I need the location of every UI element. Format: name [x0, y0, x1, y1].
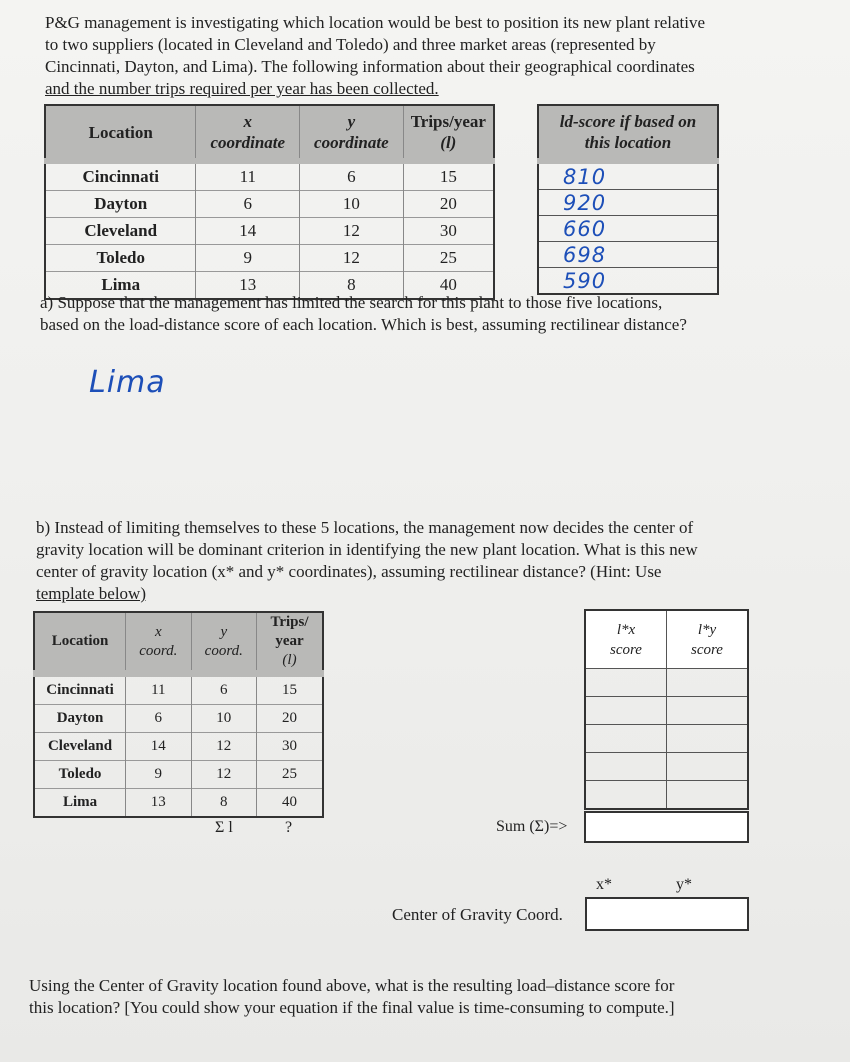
final-question-line: Using the Center of Gravity location found above, what is the resulting load–distance score for: [29, 976, 675, 995]
header-ly-top: l*y: [697, 621, 717, 638]
location-cell: Dayton: [34, 705, 126, 733]
sum-l-value: ?: [285, 819, 293, 836]
location-cell: Cleveland: [45, 218, 196, 245]
header-lx-top: l*x: [616, 621, 636, 638]
location-cell: Dayton: [45, 191, 196, 218]
question-b: [36, 517, 698, 605]
x-cell: 6: [126, 705, 191, 733]
intro-line: to two suppliers (located in Cleveland and Toledo) and three market areas (represented by: [45, 35, 656, 54]
header-x-coordinate: [196, 105, 300, 161]
x-cell: 9: [196, 245, 300, 272]
final-question: [29, 975, 675, 1019]
y-cell: 8: [191, 789, 256, 818]
header-x-top: x: [243, 112, 253, 131]
cog-x-label: x*: [596, 876, 612, 893]
trips-cell: 15: [403, 161, 494, 191]
x-cell: 14: [126, 733, 191, 761]
header-trips-l2: year: [275, 633, 304, 649]
handwritten-answer-a: Lima: [89, 365, 166, 400]
header-y-top: y: [347, 112, 356, 131]
sum-label: Sum (Σ)=>: [496, 818, 568, 835]
header-trips-bottom: (l): [440, 133, 457, 152]
question-a-line: a) Suppose that the management has limited the search for this plant to those five locations,: [40, 293, 663, 312]
cog-y-box[interactable]: [667, 897, 749, 931]
header-ly-score: [667, 610, 749, 669]
lx-cell[interactable]: [585, 753, 667, 781]
lx-cell[interactable]: [585, 697, 667, 725]
location-data-table: [44, 104, 495, 300]
y-cell: 10: [191, 705, 256, 733]
y-cell: 12: [191, 733, 256, 761]
ld-score-value: 660: [538, 216, 718, 242]
header-ly-bottom: score: [691, 641, 723, 658]
header-x-top: x: [154, 623, 162, 640]
header-y-top: y: [220, 623, 228, 640]
ld-score-header: [538, 105, 718, 161]
header-location: Location: [34, 612, 126, 674]
intro-line: P&G management is investigating which location would be best to position its new plant relative: [45, 13, 706, 32]
ld-score-value: 698: [538, 242, 718, 268]
trips-cell: 20: [403, 191, 494, 218]
x-cell: 11: [196, 161, 300, 191]
table-row: [45, 218, 494, 245]
y-cell: 10: [300, 191, 404, 218]
header-y-bottom: coordinate: [314, 133, 389, 152]
header-x-bottom: coord.: [139, 642, 178, 659]
x-cell: 14: [196, 218, 300, 245]
x-cell: 9: [126, 761, 191, 789]
ld-score-table: [537, 104, 719, 295]
table-row: [45, 161, 494, 191]
question-b-line: center of gravity location (x* and y* coordinates), assuming rectilinear distance? (Hint: Use: [36, 562, 662, 581]
location-cell: Cincinnati: [45, 161, 196, 191]
header-lx-score: [585, 610, 667, 669]
table-row: [45, 245, 494, 272]
header-y-bottom: coord.: [204, 642, 243, 659]
ly-cell[interactable]: [667, 669, 749, 697]
intro-paragraph: [45, 12, 705, 100]
header-x-coord: [126, 612, 191, 674]
question-b-line: template below): [36, 584, 146, 603]
ld-score-header-top: ld-score if based on: [559, 112, 697, 131]
trips-cell: 25: [257, 761, 323, 789]
table-row: [34, 761, 323, 789]
y-cell: 12: [300, 218, 404, 245]
table-row: [34, 789, 323, 818]
x-cell: 13: [126, 789, 191, 818]
question-a: [40, 292, 687, 336]
trips-cell: 15: [257, 674, 323, 705]
header-trips-l3: (l): [282, 652, 297, 668]
table-row: [34, 733, 323, 761]
y-cell: 6: [191, 674, 256, 705]
trips-cell: 25: [403, 245, 494, 272]
x-cell: 6: [196, 191, 300, 218]
header-trips-l1: Trips/: [270, 614, 309, 630]
table-row: [34, 705, 323, 733]
header-y-coordinate: [300, 105, 404, 161]
header-lx-bottom: score: [610, 641, 642, 658]
location-cell: Cleveland: [34, 733, 126, 761]
intro-line: and the number trips required per year has been collected.: [45, 79, 439, 98]
ld-score-value: 810: [538, 161, 718, 190]
lx-cell[interactable]: [585, 725, 667, 753]
trips-cell: 40: [257, 789, 323, 818]
location-cell: Lima: [34, 789, 126, 818]
ly-cell[interactable]: [667, 781, 749, 810]
location-cell: Toledo: [34, 761, 126, 789]
ly-cell[interactable]: [667, 753, 749, 781]
location-cell: Toledo: [45, 245, 196, 272]
ld-score-header-bottom: this location: [584, 133, 672, 152]
question-a-line: based on the load-distance score of each location. Which is best, assuming rectilinear distance?: [40, 315, 687, 334]
header-x-bottom: coordinate: [210, 133, 286, 152]
ly-cell[interactable]: [667, 725, 749, 753]
x-cell: 13: [196, 272, 300, 300]
sum-box[interactable]: [584, 811, 749, 843]
cog-y-label: y*: [676, 876, 692, 893]
cog-x-box[interactable]: [585, 897, 669, 931]
ld-score-value: 920: [538, 190, 718, 216]
intro-line: Cincinnati, Dayton, and Lima). The following information about their geographical coordinates: [45, 57, 695, 76]
header-trips: [257, 612, 323, 674]
lx-cell[interactable]: [585, 669, 667, 697]
location-cell: Cincinnati: [34, 674, 126, 705]
header-trips: [403, 105, 494, 161]
trips-cell: 20: [257, 705, 323, 733]
header-y-coord: [191, 612, 256, 674]
table-row: [45, 191, 494, 218]
lx-ly-score-table: [584, 609, 749, 810]
final-question-line: this location? [You could show your equation if the final value is time-consuming to compute.]: [29, 998, 675, 1017]
lx-cell[interactable]: [585, 781, 667, 810]
y-cell: 12: [300, 245, 404, 272]
cog-label: Center of Gravity Coord.: [392, 905, 563, 924]
trips-cell: 40: [403, 272, 494, 300]
question-b-line: b) Instead of limiting themselves to these 5 locations, the management now decides the center of: [36, 518, 694, 537]
y-cell: 8: [300, 272, 404, 300]
header-location: Location: [45, 105, 196, 161]
ld-score-value: 590: [538, 268, 718, 295]
sum-l-label: Σ l: [215, 819, 233, 836]
header-trips-top: Trips/year: [410, 112, 486, 131]
x-cell: 11: [126, 674, 191, 705]
ly-cell[interactable]: [667, 697, 749, 725]
location-cell: Lima: [45, 272, 196, 300]
table-row: [34, 674, 323, 705]
y-cell: 12: [191, 761, 256, 789]
y-cell: 6: [300, 161, 404, 191]
trips-cell: 30: [403, 218, 494, 245]
template-data-table: [33, 611, 324, 818]
question-b-line: gravity location will be dominant criterion in identifying the new plant location. What is this new: [36, 540, 698, 559]
trips-cell: 30: [257, 733, 323, 761]
